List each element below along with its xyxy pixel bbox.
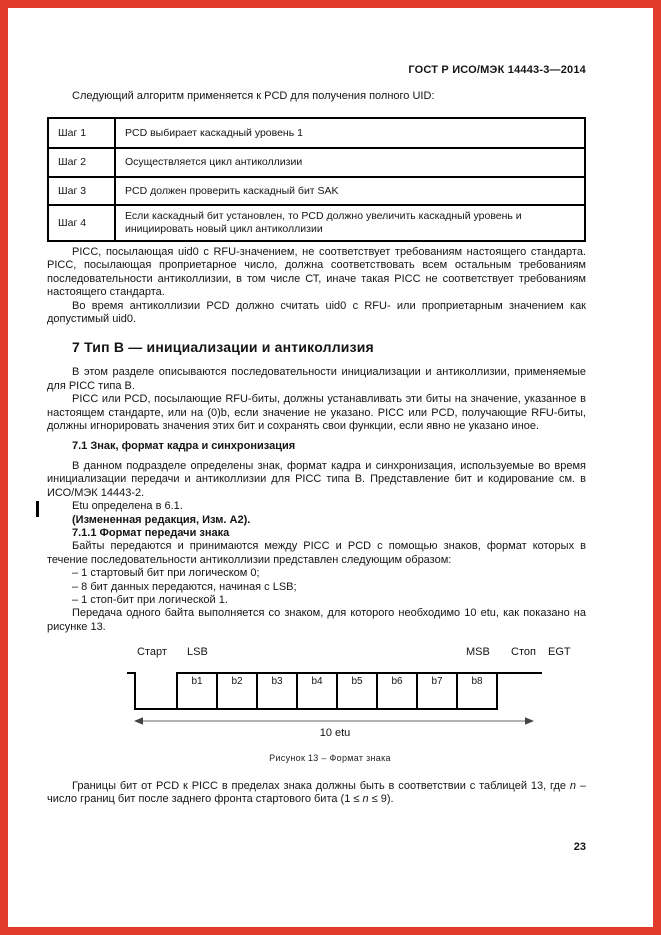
etu-note: Etu определена в 6.1. (72, 500, 183, 513)
standard-reference-header: ГОСТ Р ИСО/МЭК 14443-3—2014 (408, 64, 586, 76)
closing-segment: Границы бит от PCD к PICC в пределах знака должны быть в соответствии с таблицей 13, где (72, 780, 570, 792)
section-7-1-1-intro: Байты передаются и принимаются между PICC и PCD с помощью знаков, формат которых в течение последовательности антиколлизии представлен следующим образом: (47, 540, 586, 566)
list-item-start-bit: – 1 стартовый бит при логическом 0; (72, 567, 260, 580)
closing-paragraph (47, 780, 586, 807)
step-label-cell: Шаг 2 (48, 148, 115, 177)
closing-segment: – число границ бит после заднего фронта стартового бита (1 ≤ (47, 780, 586, 806)
paragraph-anticollision: Во время антиколлизии PCD должно считать uid0 с RFU- или проприетарным значением как допустимый uid0. (47, 299, 586, 326)
figure-label-stop: Стоп (511, 646, 536, 658)
figure-caption: Рисунок 13 – Формат знака (269, 753, 391, 763)
figure-label-start: Старт (137, 646, 167, 658)
step-label-cell: Шаг 4 (48, 205, 115, 241)
intro-paragraph: Следующий алгоритм применяется к PCD для получения полного UID: (72, 90, 435, 102)
section-7-1-1-heading: 7.1.1 Формат передачи знака (72, 526, 230, 539)
bit-cell: b6 (376, 672, 418, 710)
waveform-stop-high-line (496, 672, 542, 674)
waveform-start-low-line (134, 708, 178, 710)
section-7-1-intro: В данном подразделе определены знак, формат кадра и синхронизация, используемые во время инициализации передачи и антиколлизии для PICC типа В. Представление бит и кодирование см. в ИСО/МЭК 14443-2. (47, 459, 586, 499)
bit-cell: b2 (216, 672, 258, 710)
bit-cell: b8 (456, 672, 498, 710)
section-7-heading: 7 Тип В — инициализации и антиколлизия (72, 339, 374, 356)
bit-cell: b5 (336, 672, 378, 710)
bit-cell: b1 (176, 672, 218, 710)
duration-label: 10 etu (319, 727, 351, 739)
section-7-intro: В этом разделе описываются последовательности инициализации и антиколлизии, применяемые для PICC типа В. (47, 366, 586, 392)
duration-arrow (130, 714, 540, 728)
section-7-1-heading: 7.1 Знак, формат кадра и синхронизация (72, 440, 296, 453)
bit-cell: b7 (416, 672, 458, 710)
table-row (48, 148, 585, 177)
step-label-cell: Шаг 1 (48, 118, 115, 148)
step-text-cell: PCD выбирает каскадный уровень 1 (115, 118, 585, 148)
bit-cell: b3 (256, 672, 298, 710)
variable-n: n (362, 793, 369, 806)
list-item-stop-bit: – 1 стоп-бит при логической 1. (72, 593, 228, 606)
figure-label-egt: EGT (548, 646, 571, 658)
paragraph-transfer: Передача одного байта выполняется со знаком, для которого необходимо 10 etu, как показано на рисунке 13. (47, 607, 586, 633)
figure-label-lsb: LSB (187, 646, 208, 658)
step-text-cell: Осуществляется цикл антиколлизии (115, 148, 585, 177)
body-text (47, 246, 586, 634)
step-text-cell: Если каскадный бит установлен, то PCD должно увеличить каскадный уровень и инициировать новый цикл антиколлизии (115, 205, 585, 241)
list-item-data-bits: – 8 бит данных передаются, начиная с LSB; (72, 580, 297, 593)
bit-cells (176, 672, 498, 710)
bit-cell: b4 (296, 672, 338, 710)
section-7-rfu-paragraph: PICC или PCD, посылающие RFU-биты, должны устанавливать эти биты на значение, указанное в настоящем стандарте, или на (0)b, если значение не указано. PICC или PCD, получающие RFU-биты, должны игнорировать значения этих бит и сохранять свои функции, если явно не указано иное. (47, 393, 586, 433)
table-row (48, 118, 585, 148)
figure-label-msb: MSB (466, 646, 490, 658)
waveform-start-falling-edge (134, 672, 136, 710)
uid-algorithm-table (47, 117, 586, 242)
table-row (48, 177, 585, 205)
step-text-cell: PCD должен проверить каскадный бит SAK (115, 177, 585, 205)
step-label-cell: Шаг 3 (48, 177, 115, 205)
page-number: 23 (573, 841, 586, 853)
paragraph-picc-rfu: PICC, посылающая uid0 с RFU-значением, не соответствует требованиям настоящего стандарта. PICC, посылающая проприетарное число, должна соответствовать всем остальным требованиям последовательности антиколлизии, в том числе СТ, иначе такая PICC не соответствует требованиям настоящего стандарта. (47, 246, 586, 299)
variable-n: n (569, 780, 577, 792)
closing-segment: ≤ 9). (368, 793, 394, 806)
table-row (48, 205, 585, 241)
change-bar-marker (36, 501, 39, 517)
amendment-note: (Измененная редакция, Изм. А2). (72, 513, 251, 526)
